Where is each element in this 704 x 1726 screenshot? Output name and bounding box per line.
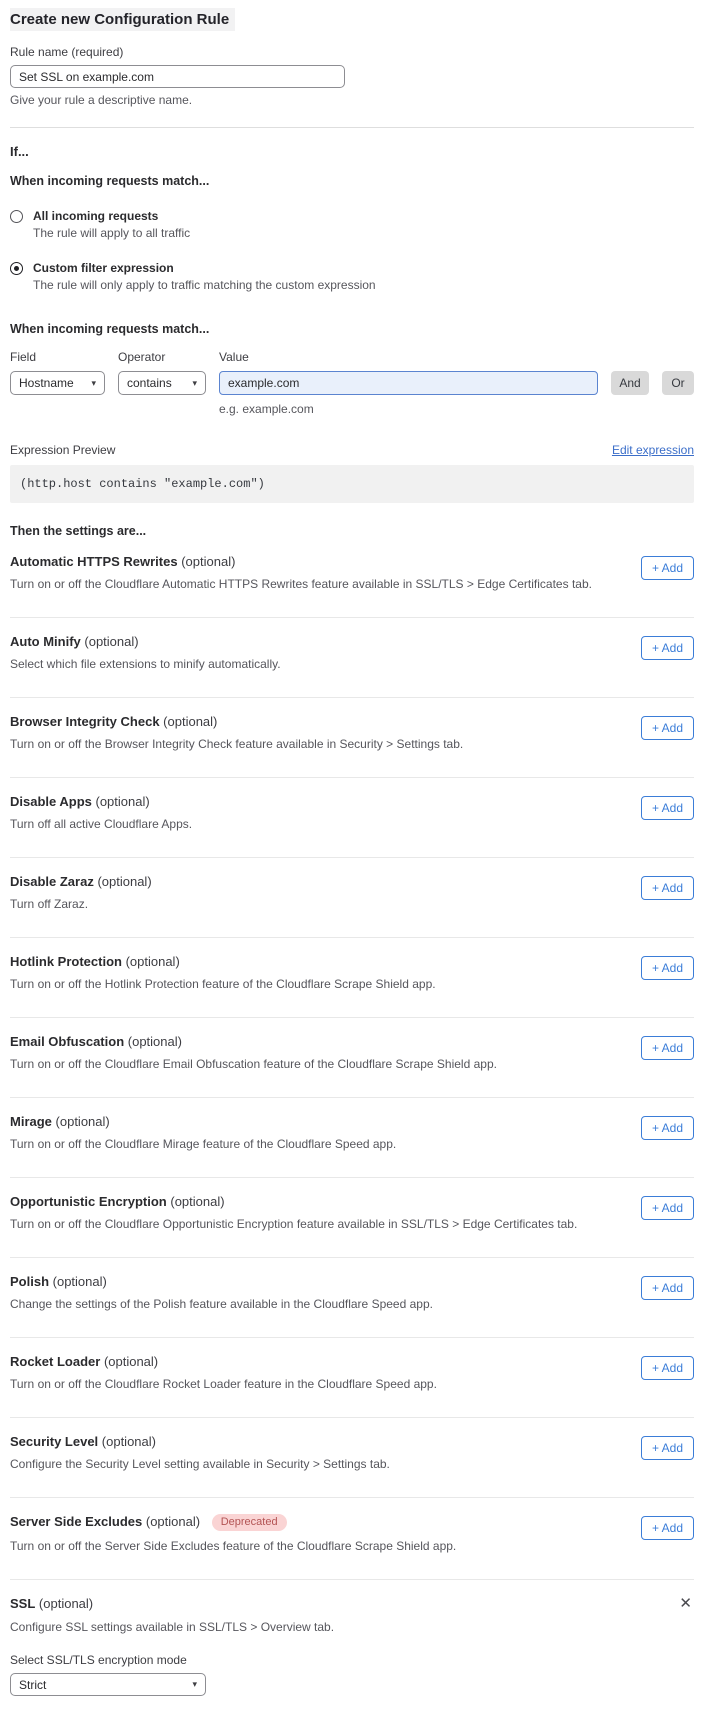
or-button[interactable]: Or — [662, 371, 694, 395]
optional-tag: (optional) — [97, 874, 152, 889]
setting-description: Turn off all active Cloudflare Apps. — [10, 817, 193, 831]
setting-row-opportunistic-encryption — [10, 1178, 694, 1258]
builder-heading: When incoming requests match... — [10, 322, 210, 336]
optional-tag: (optional) — [103, 1354, 159, 1369]
radio-option-description: The rule will apply to all traffic — [33, 226, 191, 240]
setting-name: Disable Apps — [10, 794, 92, 809]
optional-tag: (optional) — [125, 954, 180, 969]
setting-description: Select which file extensions to minify automatically. — [10, 657, 281, 671]
value-hint: e.g. example.com — [219, 402, 314, 416]
setting-row-disable-apps — [10, 778, 694, 858]
setting-row-polish — [10, 1258, 694, 1338]
expression-preview-code: (http.host contains "example.com") — [10, 465, 694, 503]
setting-name: Server Side Excludes — [10, 1514, 143, 1529]
setting-description: Turn on or off the Cloudflare Opportunistic Encryption feature available in SSL/TLS > Edge Certificates tab. — [10, 1217, 578, 1231]
field-select-value: Hostname — [19, 376, 74, 390]
optional-tag: (optional) — [101, 1434, 156, 1449]
setting-row-hotlink-protection — [10, 938, 694, 1018]
optional-tag: (optional) — [127, 1034, 182, 1049]
expression-preview-label: Expression Preview — [10, 443, 116, 457]
add-button[interactable]: + Add — [641, 1036, 694, 1060]
setting-row-disable-zaraz — [10, 858, 694, 938]
optional-tag: (optional) — [181, 554, 236, 569]
optional-tag: (optional) — [38, 1596, 94, 1611]
setting-description: Change the settings of the Polish feature available in the Cloudflare Speed app. — [10, 1297, 433, 1311]
radio-button-icon[interactable] — [10, 262, 23, 275]
optional-tag: (optional) — [84, 634, 139, 649]
rule-name-label: Rule name (required) — [10, 45, 124, 59]
rule-name-input[interactable] — [10, 65, 345, 88]
setting-name: Polish — [10, 1274, 50, 1289]
setting-row-mirage — [10, 1098, 694, 1178]
setting-description: Turn on or off the Cloudflare Automatic HTTPS Rewrites feature available in SSL/TLS > Edge Certificates tab. — [10, 577, 592, 591]
setting-description: Configure the Security Level setting available in Security > Settings tab. — [10, 1457, 390, 1471]
edit-expression-link[interactable]: Edit expression — [611, 443, 694, 457]
setting-description: Turn on or off the Hotlink Protection feature of the Cloudflare Scrape Shield app. — [10, 977, 436, 991]
setting-name: Auto Minify — [10, 634, 81, 649]
setting-name: SSL — [10, 1596, 36, 1611]
add-button[interactable]: + Add — [641, 636, 694, 660]
optional-tag: (optional) — [170, 1194, 225, 1209]
setting-row-security-level — [10, 1418, 694, 1498]
radio-option-custom-expression[interactable] — [10, 261, 694, 292]
radio-button-icon[interactable] — [10, 210, 23, 223]
setting-description: Turn on or off the Cloudflare Mirage feature of the Cloudflare Speed app. — [10, 1137, 397, 1151]
close-icon[interactable]: ✕ — [679, 1595, 692, 1612]
setting-row-automatic-https-rewrites — [10, 538, 694, 618]
field-column-label: Field — [10, 350, 37, 364]
page-title: Create new Configuration Rule — [10, 8, 235, 31]
optional-tag: (optional) — [145, 1514, 201, 1529]
operator-select[interactable] — [118, 371, 206, 395]
radio-option-label: All incoming requests — [33, 209, 159, 223]
ssl-mode-select[interactable] — [10, 1673, 206, 1696]
optional-tag: (optional) — [163, 714, 218, 729]
radio-option-label: Custom filter expression — [33, 261, 174, 275]
add-button[interactable]: + Add — [641, 1116, 694, 1140]
add-button[interactable]: + Add — [641, 1436, 694, 1460]
radio-option-all-requests[interactable] — [10, 209, 694, 240]
add-button[interactable]: + Add — [641, 716, 694, 740]
setting-card-ssl — [10, 1580, 694, 1726]
setting-name: Email Obfuscation — [10, 1034, 125, 1049]
optional-tag: (optional) — [52, 1274, 107, 1289]
add-button[interactable]: + Add — [641, 1276, 694, 1300]
rule-name-help: Give your rule a descriptive name. — [10, 93, 193, 107]
setting-name: Browser Integrity Check — [10, 714, 160, 729]
setting-name: Hotlink Protection — [10, 954, 122, 969]
setting-description: Turn on or off the Cloudflare Rocket Loader feature in the Cloudflare Speed app. — [10, 1377, 437, 1391]
match-heading: When incoming requests match... — [10, 174, 210, 188]
deprecated-badge: Deprecated — [212, 1514, 287, 1531]
section-divider — [10, 127, 694, 128]
setting-row-rocket-loader — [10, 1338, 694, 1418]
operator-select-value: contains — [127, 376, 172, 390]
create-configuration-rule-page — [10, 0, 694, 1726]
optional-tag: (optional) — [95, 794, 150, 809]
setting-name: Mirage — [10, 1114, 52, 1129]
chevron-down-icon: ▾ — [91, 377, 96, 388]
value-column-label: Value — [219, 350, 249, 364]
operator-column-label: Operator — [118, 350, 166, 364]
setting-description: Turn on or off the Browser Integrity Check feature available in Security > Settings tab. — [10, 737, 464, 751]
expression-builder — [10, 322, 694, 416]
if-heading: If... — [10, 144, 29, 159]
setting-name: Security Level — [10, 1434, 99, 1449]
add-button[interactable]: + Add — [641, 1356, 694, 1380]
field-select[interactable] — [10, 371, 105, 395]
ssl-mode-select-value: Strict — [19, 1677, 47, 1692]
add-button[interactable]: + Add — [641, 796, 694, 820]
setting-name: Automatic HTTPS Rewrites — [10, 554, 178, 569]
chevron-down-icon: ▾ — [192, 1679, 197, 1689]
chevron-down-icon: ▾ — [192, 377, 197, 388]
setting-name: Rocket Loader — [10, 1354, 101, 1369]
add-button[interactable]: + Add — [641, 876, 694, 900]
ssl-mode-label: Select SSL/TLS encryption mode — [10, 1653, 187, 1667]
setting-description: Configure SSL settings available in SSL/TLS > Overview tab. — [10, 1620, 335, 1634]
and-button[interactable]: And — [611, 371, 649, 395]
setting-row-auto-minify — [10, 618, 694, 698]
add-button[interactable]: + Add — [641, 1516, 694, 1540]
add-button[interactable]: + Add — [641, 556, 694, 580]
value-input[interactable] — [219, 371, 598, 395]
setting-name: Disable Zaraz — [10, 874, 94, 889]
setting-description: Turn off Zaraz. — [10, 897, 89, 911]
settings-heading: Then the settings are... — [10, 524, 147, 538]
setting-name: Opportunistic Encryption — [10, 1194, 167, 1209]
optional-tag: (optional) — [55, 1114, 110, 1129]
setting-row-browser-integrity-check — [10, 698, 694, 778]
add-button[interactable]: + Add — [641, 956, 694, 980]
add-button[interactable]: + Add — [641, 1196, 694, 1220]
expression-preview-header — [10, 443, 694, 457]
rule-name-section — [10, 45, 694, 107]
setting-description: Turn on or off the Cloudflare Email Obfuscation feature of the Cloudflare Scrape Shield app. — [10, 1057, 497, 1071]
radio-option-description: The rule will only apply to traffic matching the custom expression — [33, 278, 376, 292]
setting-description: Turn on or off the Server Side Excludes feature of the Cloudflare Scrape Shield app. — [10, 1539, 457, 1553]
setting-row-server-side-excludes — [10, 1498, 694, 1580]
setting-row-email-obfuscation — [10, 1018, 694, 1098]
